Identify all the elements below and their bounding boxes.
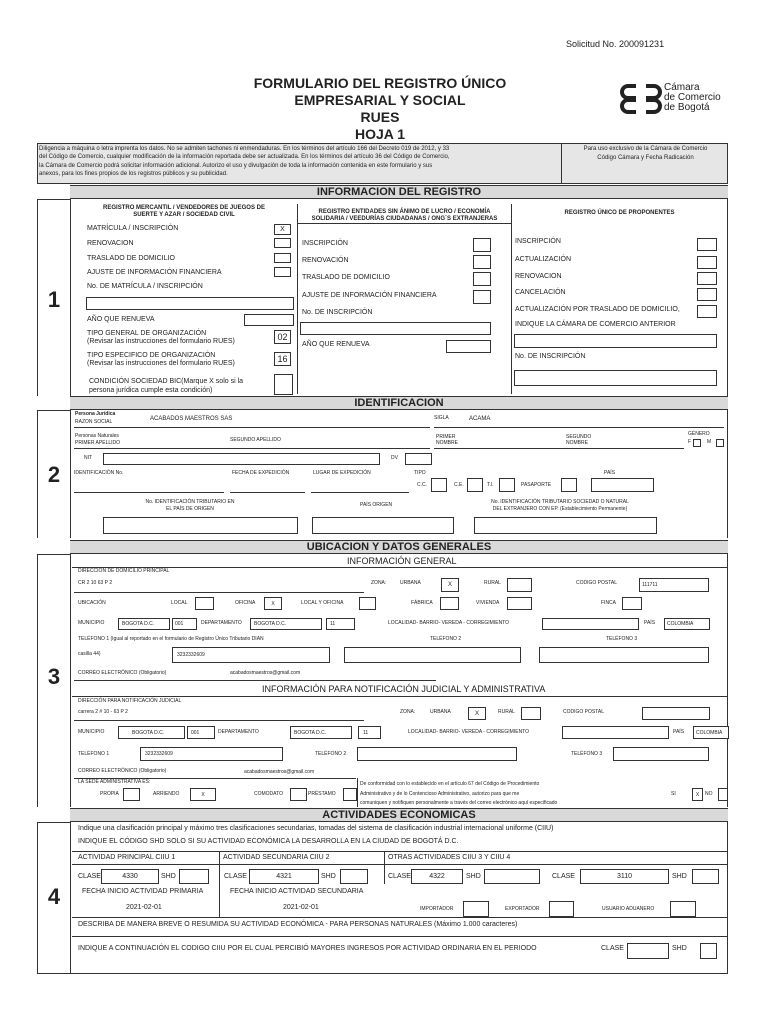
tipo-general-subtext: (Revisar las instrucciones del formulario RUES) xyxy=(87,338,235,345)
correo-label: CORREO ELECTRÓNICO (Obligatorio) xyxy=(78,670,167,676)
fecha-primaria-value: 2021-02-01 xyxy=(126,904,162,911)
conformidad-text xyxy=(360,780,557,809)
finca-checkbox[interactable] xyxy=(622,597,642,610)
municipio-label: MUNICIPIO xyxy=(78,620,105,626)
trib-origen-label xyxy=(120,499,260,513)
clase2-label: CLASE xyxy=(224,873,247,880)
fabrica-checkbox[interactable] xyxy=(440,597,459,610)
section-4-header: ACTIVIDADES ECONOMICAS xyxy=(70,808,728,822)
trib-sociedad-field[interactable] xyxy=(474,517,657,534)
correo-notif-value: acabadosmaestros@gmail.com xyxy=(244,769,315,775)
rup-camara-anterior-label: INDIQUE LA CÁMARA DE COMERCIO ANTERIOR xyxy=(515,321,676,328)
rup-header: REGISTRO ÚNICO DE PROPONENTES xyxy=(564,210,675,216)
departamento-field[interactable]: BOGOTA D.C. xyxy=(250,618,322,630)
pais-notif-field[interactable]: COLOMBIA xyxy=(693,726,729,739)
section-3-number: 3 xyxy=(47,664,61,689)
conformidad-line: Administrativo y de lo Contencioso Administrativo, autorizo para que me xyxy=(360,790,520,797)
finca-label: FINCA xyxy=(601,600,616,606)
departamento-code-field[interactable]: 11 xyxy=(326,618,355,630)
matricula-checkbox[interactable]: X xyxy=(274,224,291,235)
logo-line-3: de Bogotá xyxy=(664,102,710,113)
zona-notif-label: ZONA: xyxy=(400,709,416,715)
tipo-label: TIPO xyxy=(414,470,426,476)
municipio-notif-code-field[interactable]: 001 xyxy=(187,726,215,739)
segundo-nombre-text: SEGUNDO xyxy=(566,434,592,440)
tipo-especifico-subtext: (Revisar las instrucciones del formulario RUES) xyxy=(87,360,235,367)
fecha-expedicion-label: FECHA DE EXPEDICIÓN xyxy=(232,470,290,476)
esal-ajuste-label: AJUSTE DE INFORMACIÓN FINANCIERA xyxy=(302,292,437,299)
sigla-value: ACAMA xyxy=(469,416,491,422)
rural-notif-label: RURAL xyxy=(498,709,515,715)
telefono3-notif-label: TELÉFONO 3 xyxy=(571,751,603,757)
tipo-especifico-text: TIPO ESPECIFICO DE ORGANIZACIÓN xyxy=(87,352,216,359)
rup-no-inscripcion-label: No. DE INSCRIPCIÓN xyxy=(515,353,586,360)
departamento-notif-code-field[interactable]: 11 xyxy=(358,726,381,739)
rup-no-inscripcion-field[interactable] xyxy=(514,370,717,386)
rural-checkbox[interactable] xyxy=(507,578,532,592)
primer-nombre-text: NOMBRE xyxy=(436,440,458,446)
rup-camara-anterior-field[interactable] xyxy=(514,334,717,348)
rural-notif-checkbox[interactable] xyxy=(521,707,541,720)
esal-no-inscripcion-field[interactable] xyxy=(300,322,491,335)
genero-f-checkbox[interactable] xyxy=(693,439,701,447)
trib-origen-text: No. IDENTIFICACIÓN TRIBUTARIO EN xyxy=(145,499,235,505)
sigla-label: SIGLA xyxy=(434,415,449,421)
genero-m-checkbox[interactable] xyxy=(716,439,724,447)
ti-label: T.I. xyxy=(487,482,494,488)
municipio-code-field[interactable]: 001 xyxy=(172,618,197,630)
mercantil-header-line: SUERTE Y AZAR / SOCIEDAD CIVIL xyxy=(133,212,235,218)
tipo-general-field[interactable]: 02 xyxy=(274,330,291,344)
conformidad-line: comuniquen y notifiquen personalmente a través del correo electrónico aquí especificado xyxy=(360,800,558,806)
shd1-field[interactable] xyxy=(179,869,209,884)
identificacion-no-label: IDENTIFICACIÓN No. xyxy=(74,470,124,476)
title-line-3: RUES xyxy=(360,109,400,125)
genero-label: GÉNERO xyxy=(688,431,710,437)
esal-renovacion-checkbox[interactable] xyxy=(473,255,491,269)
codigo-postal-field[interactable]: 111711 xyxy=(639,578,709,592)
fecha-secundaria-value: 2021-02-01 xyxy=(283,904,319,911)
solicitud-number: Solicitud No. 200091231 xyxy=(566,39,665,49)
exclusive-use-line: Para uso exclusivo de la Cámara de Comercio xyxy=(583,146,708,152)
title-line-4: HOJA 1 xyxy=(354,126,406,142)
nit-field[interactable] xyxy=(103,453,380,465)
segundo-apellido-label: SEGUNDO APELLIDO xyxy=(230,437,281,443)
esal-no-inscripcion-label: No. DE INSCRIPCIÓN xyxy=(302,309,373,316)
razon-social-label: RAZON SOCIAL xyxy=(75,419,113,425)
telefono1-label: TELÉFONO 1 (Igual al reportado en el formulario de Registro Único Tributario DIAN xyxy=(78,636,264,642)
intro-line: Diligencia a máquina o letra imprenta los datos. No se admiten tachones ni enmendaduras. En los términos del artículo 166 del Decreto 019 de 2012, y 33 xyxy=(39,146,450,152)
urbana-notif-label: URBANA xyxy=(430,709,451,715)
shd2-label: SHD xyxy=(321,873,336,880)
prestamo-checkbox[interactable] xyxy=(343,788,357,801)
shd-final-label: SHD xyxy=(672,945,687,952)
rup-traslado-checkbox[interactable] xyxy=(697,305,717,318)
telefono3-label: TELÉFONO 3 xyxy=(606,636,638,642)
rural-label: RURAL xyxy=(484,580,501,586)
exclusive-use-line: Código Cámara y Fecha Radicación xyxy=(597,155,694,161)
urbana-notif-checkbox[interactable]: X xyxy=(468,707,486,720)
si-label: SI xyxy=(671,791,676,797)
esal-ajuste-checkbox[interactable] xyxy=(473,290,491,304)
ciiu-ingresos-label: INDIQUE A CONTINUACIÓN EL CODIGO CIIU POR EL CUAL PERCIBIÓ MAYORES INGRESOS POR ACTIVIDAD ORDINARIA EN EL PERIODO xyxy=(78,945,537,952)
propia-checkbox[interactable] xyxy=(123,788,140,801)
pais-field[interactable] xyxy=(591,478,654,492)
telefono2-field[interactable] xyxy=(344,647,521,663)
shd2-field[interactable] xyxy=(340,869,368,884)
municipio-notif-field[interactable]: BOGOTA D.C. xyxy=(118,726,185,739)
genero-f-label: F xyxy=(688,439,692,445)
primer-nombre-text: PRIMER xyxy=(436,434,456,440)
pais-field[interactable]: COLOMBIA xyxy=(664,618,710,630)
departamento-label: DEPARTAMENTO xyxy=(201,620,242,626)
comodato-checkbox[interactable] xyxy=(290,788,307,801)
mercantil-header-line: REGISTRO MERCANTIL / VENDEDORES DE JUEGOS DE xyxy=(103,205,265,211)
esal-inscripcion-checkbox[interactable] xyxy=(473,238,491,252)
section-2-number: 2 xyxy=(47,462,61,487)
matricula-label: MATRÍCULA / INSCRIPCIÓN xyxy=(87,225,179,232)
ajuste-label: AJUSTE DE INFORMACIÓN FINANCIERA xyxy=(87,269,222,276)
lugar-expedicion-label: LUGAR DE EXPEDICIÓN xyxy=(313,470,371,476)
trib-origen-field[interactable] xyxy=(103,517,298,534)
notificacion-title: INFORMACIÓN PARA NOTIFICACIÓN JUDICIAL Y ADMINISTRATIVA xyxy=(262,684,546,694)
clase-final-label: CLASE xyxy=(601,945,624,952)
describa-label: DESCRIBA DE MANERA BREVE O RESUMIDA SU ACTIVIDAD ECONÓMICA - PARA PERSONAS NATURALES (Máximo 1.000 caracteres) xyxy=(78,921,518,928)
esal-header xyxy=(298,209,511,223)
logo-line-1: Cámara xyxy=(664,82,700,93)
logo-line-2: de Comercio xyxy=(664,92,721,103)
pais-notif-label: PAÍS xyxy=(673,729,685,735)
title-line-1: FORMULARIO DEL REGISTRO ÚNICO xyxy=(253,75,507,91)
nit-label: NIT xyxy=(84,455,93,461)
bic-checkbox[interactable] xyxy=(274,374,293,395)
clase3-field[interactable]: 4322 xyxy=(411,869,463,884)
shd-instruction: INDIQUE EL CÓDIGO SHD SOLO SI SU ACTIVIDAD ECONÓMICA LA DESARROLLA EN LA CIUDAD DE BOGOTÁ D.C. xyxy=(78,838,459,845)
personas-naturales-label: Personas Naturales xyxy=(75,433,119,439)
actividad-secundaria-label: ACTIVIDAD SECUNDARIA CIIU 2 xyxy=(223,854,330,861)
ce-label: C.E. xyxy=(454,482,464,488)
telefono1-notif-label: TELÉFONO 1 xyxy=(78,751,110,757)
local-checkbox[interactable] xyxy=(195,597,214,610)
direccion-principal-label: DIRECCIÓN DE DOMICILIO PRINCIPAL xyxy=(78,568,170,574)
segundo-nombre-text: NOMBRE xyxy=(566,440,588,446)
tipo-general-text: TIPO GENERAL DE ORGANIZACIÓN xyxy=(87,330,207,337)
bic-text: CONDICIÓN SOCIEDAD BIC(Marque X solo si la xyxy=(89,378,244,385)
exclusive-use-note xyxy=(563,145,728,163)
otras-actividades-label: OTRAS ACTIVIDADES CIIU 3 Y CIIU 4 xyxy=(388,854,511,861)
esal-header-line: SOLIDARIA / VEEDURÍAS CIUDADANAS / ONG´S EXTRANJERAS xyxy=(311,216,498,222)
ubicacion-label: UBICACIÓN xyxy=(78,600,106,606)
pais-origen-field[interactable] xyxy=(312,517,454,534)
ajuste-checkbox[interactable] xyxy=(274,267,291,277)
shd3-field[interactable] xyxy=(484,869,540,884)
telefono2-label: TELÉFONO 2 xyxy=(430,636,462,642)
esal-traslado-checkbox[interactable] xyxy=(473,272,491,286)
tipo-especifico-field[interactable]: 16 xyxy=(274,352,291,366)
rup-cancelacion-checkbox[interactable] xyxy=(697,288,717,301)
camara-logo xyxy=(620,82,730,118)
departamento-notif-field[interactable]: BOGOTA D.C. xyxy=(290,726,352,739)
conformidad-line: De conformidad con lo establecido en el artículo 67 del Código de Procedimiento xyxy=(360,781,540,787)
dv-field[interactable] xyxy=(405,453,432,465)
rup-traslado-label: ACTUALIZACIÓN POR TRASLADO DE DOMICILIO, xyxy=(515,306,680,313)
trib-sociedad-text: No. IDENTIFICACIÓN TRIBUTARIO SOCIEDAD O NATURAL xyxy=(491,499,629,505)
genero-m-label: M xyxy=(707,439,712,445)
intro-line: del Código de Comercio, cualquier modificación de la información reportada debe ser actualizada. En los términos del artículo 36 del Código de Comercio, xyxy=(39,154,450,161)
esal-header-line: REGISTRO ENTIDADES SIN ÁNIMO DE LUCRO / ECONOMÍA xyxy=(318,209,491,215)
anio-renueva-label: AÑO QUE RENUEVA xyxy=(87,316,155,323)
pasaporte-checkbox[interactable] xyxy=(561,478,577,492)
casilla-label: casilla 44) xyxy=(78,651,101,657)
ti-checkbox[interactable] xyxy=(499,478,515,492)
tipo-general-label xyxy=(87,330,235,346)
actividad-principal-label: ACTIVIDAD PRINCIPAL CIIU 1 xyxy=(78,854,176,861)
pais-label: PAÍS xyxy=(604,470,616,476)
local-oficina-checkbox[interactable] xyxy=(359,597,376,610)
traslado-checkbox[interactable] xyxy=(274,253,291,263)
segundo-nombre-label xyxy=(566,434,591,446)
esal-traslado-label: TRASLADO DE DOMICILIO xyxy=(302,274,390,281)
informacion-general-title: INFORMACIÓN GENERAL xyxy=(347,556,457,566)
ciiu-instruction: Indique una clasificación principal y máximo tres clasificaciones secundarias, tomadas del sistema de clasificación industrial internacional uniforme (CIIU) xyxy=(78,825,554,832)
correo-notif-label: CORREO ELECTRÓNICO (Obligatorio) xyxy=(78,768,167,774)
shd4-field[interactable] xyxy=(692,869,719,884)
cc-label: C.C. xyxy=(417,482,427,488)
localidad-notif-field[interactable] xyxy=(562,726,669,739)
urbana-checkbox[interactable]: X xyxy=(441,578,459,592)
pais-label: PAÍS xyxy=(644,620,656,626)
oficina-label: OFICINA xyxy=(235,600,256,606)
renovacion-label: RENOVACION xyxy=(87,240,134,247)
local-label: LOCAL xyxy=(171,600,188,606)
pais-origen-label: PAÍS ORIGEN xyxy=(360,502,393,508)
mercantil-header xyxy=(72,205,296,219)
telefono3-notif-field[interactable] xyxy=(613,747,709,761)
esal-anio-label: AÑO QUE RENUEVA xyxy=(302,341,370,348)
dv-label: DV xyxy=(391,455,398,461)
oficina-checkbox[interactable]: X xyxy=(264,597,282,610)
fecha-primaria-label: FECHA INICIO ACTIVIDAD PRIMARIA xyxy=(82,888,204,895)
shd3-label: SHD xyxy=(466,873,481,880)
persona-juridica-label: Persona Jurídica xyxy=(75,411,116,417)
rup-actualizacion-label: ACTUALIZACIÓN xyxy=(515,256,572,263)
rup-inscripcion-checkbox[interactable] xyxy=(697,238,717,251)
clase4-label: CLASE xyxy=(552,873,575,880)
esal-renovacion-label: RENOVACIÓN xyxy=(302,257,349,264)
correo-value: acabadosmaestros@gmail.com xyxy=(230,670,301,676)
rup-renovacion-label: RENOVACION xyxy=(515,273,562,280)
no-label: NO xyxy=(705,791,713,797)
sede-label: LA SEDE ADMINISTRATIVA ES: xyxy=(78,779,151,785)
local-oficina-label: LOCAL Y OFICINA xyxy=(301,600,344,606)
rup-renovacion-checkbox[interactable] xyxy=(697,272,717,285)
clase2-field[interactable]: 4321 xyxy=(249,869,319,884)
departamento-notif-label: DEPARTAMENTO xyxy=(218,729,259,735)
fecha-secundaria-label: FECHA INICIO ACTIVIDAD SECUNDARIA xyxy=(230,888,364,895)
codigo-postal-label: CODIGO POSTAL xyxy=(576,580,618,586)
codigo-postal-notif-label: CODIGO POSTAL xyxy=(563,709,605,715)
rup-inscripcion-label: INSCRIPCIÓN xyxy=(515,238,561,245)
zona-label: ZONA: xyxy=(371,580,387,586)
importador-checkbox[interactable] xyxy=(463,901,489,917)
rup-actualizacion-checkbox[interactable] xyxy=(697,256,717,269)
exportador-checkbox[interactable] xyxy=(549,901,574,917)
clase1-label: CLASE xyxy=(78,873,101,880)
localidad-label: LOCALIDAD- BARRIO- VEREDA - CORREGIMIENTO xyxy=(388,620,510,626)
localidad-field[interactable] xyxy=(542,618,639,630)
esal-inscripcion-label: INSCRIPCIÓN xyxy=(302,240,348,247)
prestamo-label: PRÉSTAMO xyxy=(308,791,336,797)
trib-origen-text: EL PAÍS DE ORIGEN xyxy=(166,506,214,512)
urbana-label: URBANA xyxy=(400,580,421,586)
no-checkbox[interactable] xyxy=(718,788,728,801)
direccion-notificacion-label: DIRECCIÓN PARA NOTIFICACIÓN JUDICIAL xyxy=(78,698,182,704)
cc-checkbox[interactable] xyxy=(431,478,447,492)
si-checkbox[interactable]: X xyxy=(692,788,703,801)
camara-logo-icon xyxy=(620,82,662,116)
usuario-aduanero-checkbox[interactable] xyxy=(670,901,696,917)
title-line-2: EMPRESARIAL Y SOCIAL xyxy=(294,92,466,108)
trib-sociedad-label xyxy=(460,499,660,513)
intro-text xyxy=(39,145,450,178)
anio-renueva-field[interactable] xyxy=(244,314,294,326)
direccion-principal-value: CR 2 10 63 P 2 xyxy=(78,580,113,586)
municipio-notif-label: MUNICIPIO xyxy=(78,729,105,735)
clase1-field[interactable]: 4330 xyxy=(101,869,159,884)
intro-line: la Cámara de Comercio podrá solicitar información adicional. Autorizo el uso y divulgación de toda la información contenida en este formulario y sus xyxy=(39,162,433,169)
bic-subtext: persona jurídica cumple esta condición) xyxy=(89,387,213,394)
clase-final-field[interactable] xyxy=(627,943,669,959)
traslado-label: TRASLADO DE DOMICILIO xyxy=(87,255,175,262)
telefono1-notif-field[interactable]: 3232332609 xyxy=(140,747,283,761)
propia-label: PROPIA xyxy=(100,791,119,797)
shd-final-field[interactable] xyxy=(700,943,717,959)
section-1-header: INFORMACION DEL REGISTRO xyxy=(70,185,728,199)
arriendo-checkbox[interactable]: X xyxy=(190,788,216,801)
primer-apellido-label: PRIMER APELLIDO xyxy=(75,440,121,446)
section-2-header: IDENTIFICACION xyxy=(70,396,728,410)
section-1-number: 1 xyxy=(47,287,61,312)
vivienda-checkbox[interactable] xyxy=(507,597,532,610)
direccion-notificacion-value: carrera 2 # 10 - 63 P 2 xyxy=(78,709,128,715)
form-title xyxy=(180,75,580,143)
no-matricula-field[interactable] xyxy=(86,297,294,310)
telefono1-field[interactable]: 3232332609 xyxy=(172,647,330,663)
tipo-especifico-label xyxy=(87,352,235,368)
trib-sociedad-text: DEL EXTRANJERO CON EP. (Establecimiento Permanente) xyxy=(492,506,628,512)
usuario-aduanero-label: USUARIO ADUANERO xyxy=(602,906,655,912)
renovacion-checkbox[interactable] xyxy=(274,238,291,248)
codigo-postal-notif-field[interactable] xyxy=(642,707,710,720)
ce-checkbox[interactable] xyxy=(467,478,483,492)
exportador-label: EXPORTADOR xyxy=(505,906,540,912)
telefono3-field[interactable] xyxy=(539,647,709,663)
comodato-label: COMODATO xyxy=(254,791,283,797)
clase4-field[interactable]: 3110 xyxy=(580,869,669,884)
fabrica-label: FÁBRICA xyxy=(411,600,433,606)
section-3-header: UBICACION Y DATOS GENERALES xyxy=(70,540,728,554)
telefono2-notif-field[interactable] xyxy=(357,747,517,761)
vivienda-label: VIVIENDA xyxy=(476,600,500,606)
esal-anio-field[interactable] xyxy=(446,340,491,353)
intro-line: anexos, para los fines propios de los registros públicos y su publicidad. xyxy=(39,170,228,177)
importador-label: IMPORTADOR xyxy=(420,906,454,912)
razon-social-value: ACABADOS MAESTROS SAS xyxy=(150,416,233,422)
pasaporte-label: PASAPORTE xyxy=(521,482,552,488)
rup-cancelacion-label: CANCELACIÓN xyxy=(515,289,566,296)
shd4-label: SHD xyxy=(672,873,687,880)
no-matricula-label: No. DE MATRÍCULA / INSCRIPCIÓN xyxy=(87,283,203,290)
section-4-number: 4 xyxy=(47,884,61,909)
bic-label xyxy=(89,377,243,395)
clase3-label: CLASE xyxy=(388,873,411,880)
municipio-field[interactable]: BOGOTA D.C. xyxy=(118,618,170,630)
arriendo-label: ARRIENDO xyxy=(153,791,180,797)
telefono2-notif-label: TELÉFONO 2 xyxy=(315,751,347,757)
primer-nombre-label xyxy=(436,434,458,446)
shd1-label: SHD xyxy=(161,873,176,880)
localidad-notif-label: LOCALIDAD- BARRIO- VEREDA - CORREGIMIENTO xyxy=(408,729,530,735)
